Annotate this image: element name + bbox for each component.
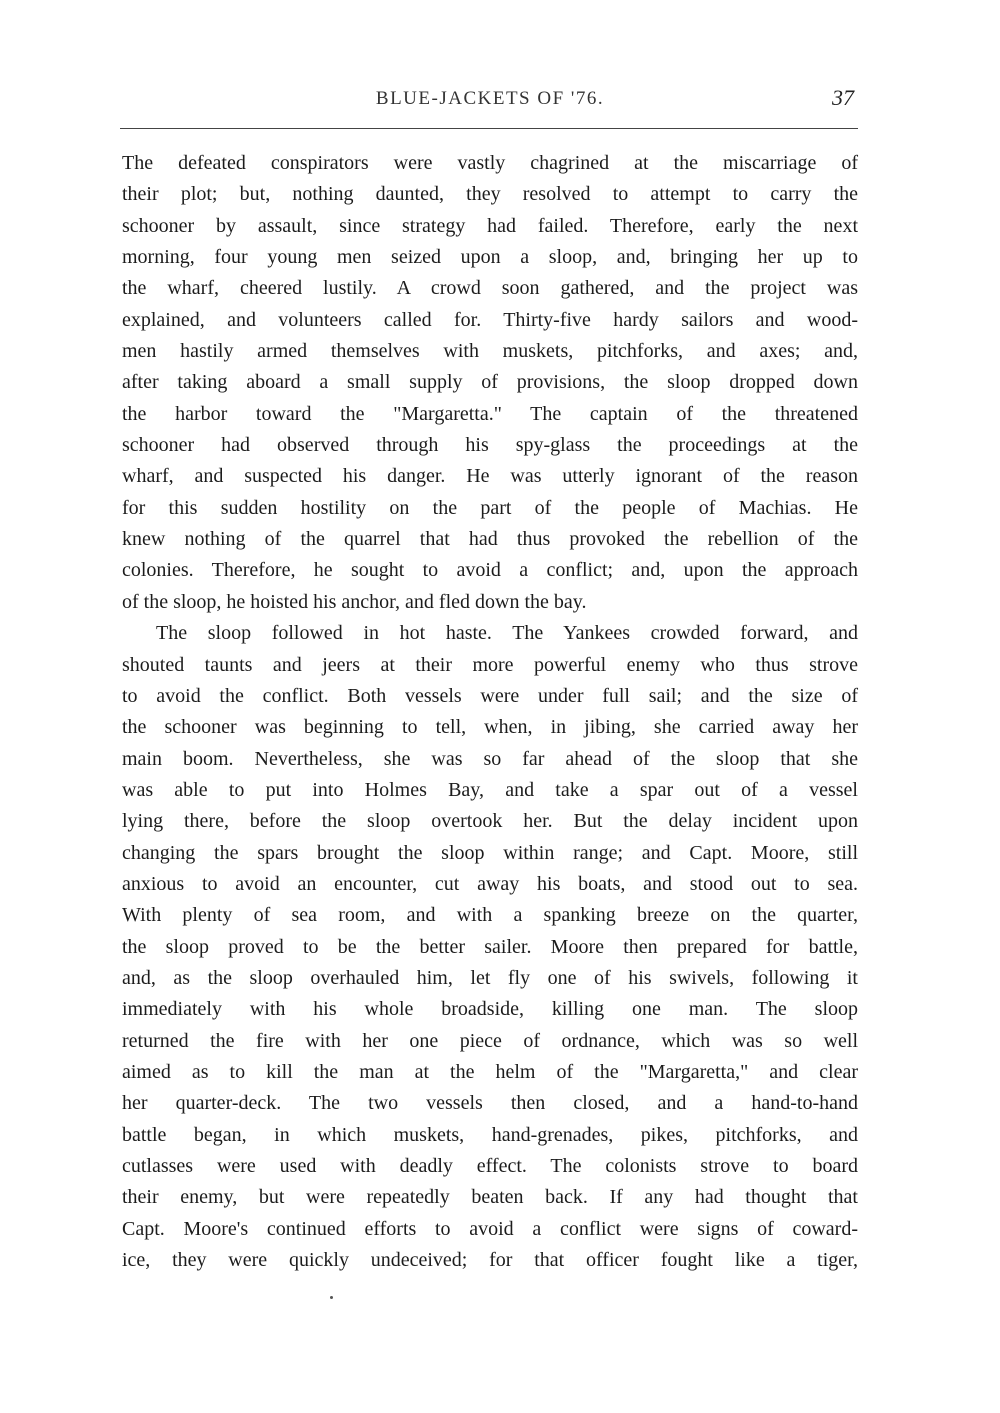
page-header <box>122 85 858 118</box>
text-line: after taking aboard a small supply of provisions, the sloop dropped down <box>122 371 858 394</box>
text-line: schooner by assault, since strategy had failed. Therefore, early the next <box>122 214 858 237</box>
text-line: shouted taunts and jeers at their more powerful enemy who thus strove <box>122 653 858 676</box>
text-line: her quarter-deck. The two vessels then closed, and a hand-to-hand <box>122 1092 858 1115</box>
paragraph-1 <box>122 148 858 618</box>
header-rule <box>120 128 858 129</box>
running-title: BLUE-JACKETS OF '76. <box>375 88 605 109</box>
text-line: immediately with his whole broadside, killing one man. The sloop <box>122 998 858 1021</box>
text-line: for this sudden hostility on the part of the people of Machias. He <box>122 496 858 519</box>
text-line: returned the fire with her one piece of ordnance, which was so well <box>122 1029 858 1052</box>
text-line: explained, and volunteers called for. Thirty-five hardy sailors and wood- <box>122 308 858 331</box>
text-line: knew nothing of the quarrel that had thus provoked the rebellion of the <box>122 528 858 551</box>
text-line: changing the spars brought the sloop within range; and Capt. Moore, still <box>122 841 858 864</box>
text-line: the schooner was beginning to tell, when, in jibing, she carried away her <box>122 716 858 739</box>
text-line: ice, they were quickly undeceived; for that officer fought like a tiger, <box>122 1249 858 1272</box>
text-line: lying there, before the sloop overtook her. But the delay incident upon <box>122 810 858 833</box>
paragraph-2 <box>122 618 858 1276</box>
text-line: main boom. Nevertheless, she was so far ahead of the sloop that she <box>122 747 858 770</box>
stray-ink-mark <box>330 1296 333 1299</box>
text-line: the harbor toward the "Margaretta." The captain of the threatened <box>122 402 858 425</box>
text-line: was able to put into Holmes Bay, and take a spar out of a vessel <box>122 778 858 801</box>
text-line: battle began, in which muskets, hand-grenades, pikes, pitchforks, and <box>122 1123 858 1146</box>
text-line: anxious to avoid an encounter, cut away his boats, and stood out to sea. <box>122 872 858 895</box>
body-text <box>122 148 858 1276</box>
page-number: 37 <box>832 85 854 110</box>
text-line: men hastily armed themselves with muskets, pitchforks, and axes; and, <box>122 340 858 363</box>
text-line: Capt. Moore's continued efforts to avoid a conflict were signs of coward- <box>122 1217 858 1240</box>
text-line: the wharf, cheered lustily. A crowd soon gathered, and the project was <box>122 277 858 300</box>
text-line: The defeated conspirators were vastly chagrined at the miscarriage of <box>122 152 858 174</box>
text-line: cutlasses were used with deadly effect. The colonists strove to board <box>122 1155 858 1177</box>
text-line: their enemy, but were repeatedly beaten back. If any had thought that <box>122 1186 858 1209</box>
text-line: wharf, and suspected his danger. He was utterly ignorant of the reason <box>122 465 858 488</box>
text-line: aimed as to kill the man at the helm of the "Margaretta," and clear <box>122 1060 858 1083</box>
text-line: morning, four young men seized upon a sloop, and, bringing her up to <box>122 246 858 269</box>
text-line: of the sloop, he hoisted his anchor, and fled down the bay. <box>122 590 587 613</box>
text-line: to avoid the conflict. Both vessels were under full sail; and the size of <box>122 684 858 707</box>
text-line: schooner had observed through his spy-glass the proceedings at the <box>122 434 858 457</box>
text-line: With plenty of sea room, and with a spanking breeze on the quarter, <box>122 904 858 927</box>
text-line: their plot; but, nothing daunted, they resolved to attempt to carry the <box>122 183 858 206</box>
text-line: The sloop followed in hot haste. The Yankees crowded forward, and <box>156 622 858 645</box>
text-line: and, as the sloop overhauled him, let fly one of his swivels, following it <box>122 966 858 989</box>
text-line: colonies. Therefore, he sought to avoid a conflict; and, upon the approach <box>122 559 858 582</box>
text-line: the sloop proved to be the better sailer. Moore then prepared for battle, <box>122 935 858 958</box>
